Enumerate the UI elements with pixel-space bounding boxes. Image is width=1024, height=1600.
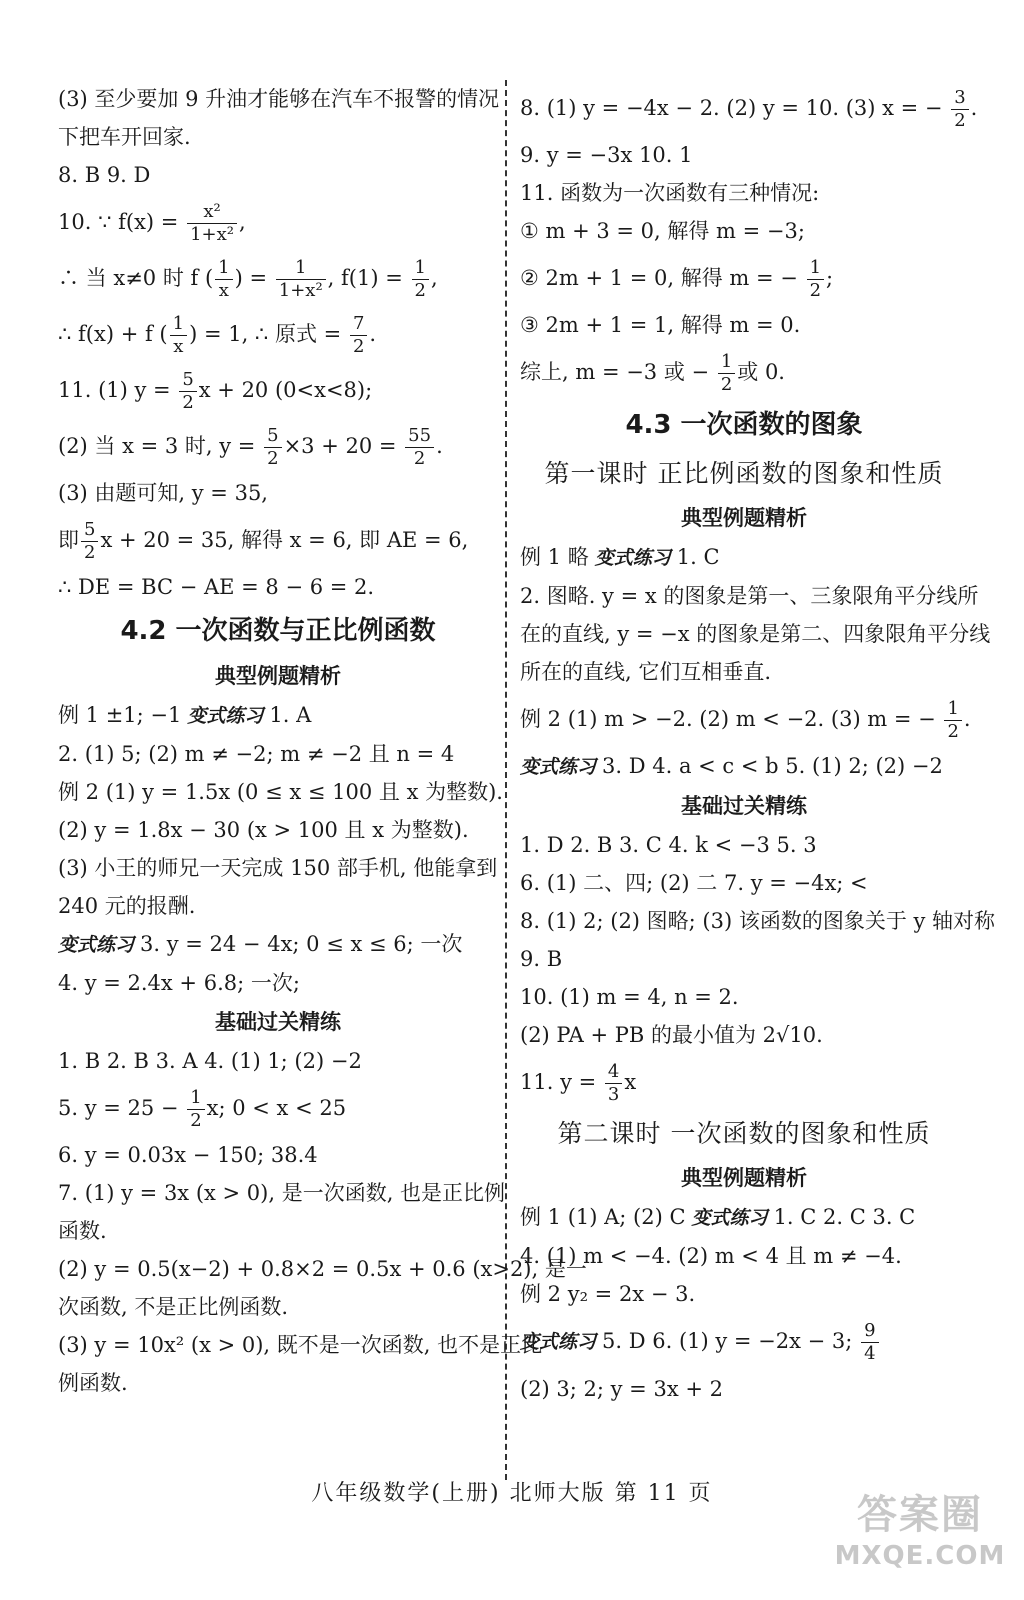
right-column bbox=[520, 80, 996, 1408]
answer-line: 例 2 (1) y = 1.5x (0 ≤ x ≤ 100 且 x 为整数). bbox=[58, 780, 503, 804]
section-heading-4-3: 4.3 一次函数的图象 bbox=[625, 410, 863, 440]
answer-line: 函数. bbox=[58, 1219, 107, 1243]
answer-line-11: 11. y = $\frac{4}{3}$ x bbox=[520, 1061, 637, 1105]
answer-line: 240 元的报酬. bbox=[58, 894, 196, 918]
answer-line: 10. (1) m = 4, n = 2. bbox=[520, 985, 739, 1009]
answer-line: 6. y = 0.03x − 150; 38.4 bbox=[58, 1143, 318, 1167]
answer-line: (2) y = 0.5(x−2) + 0.8×2 = 0.5x + 0.6 (x>2), 是一 bbox=[58, 1257, 587, 1281]
answer-line: 所在的直线, 它们互相垂直. bbox=[520, 660, 772, 684]
answer-line: 9. y = −3x 10. 1 bbox=[520, 143, 693, 167]
watermark-text: 答案圈 bbox=[857, 1492, 983, 1538]
subheading-typical: 典型例题精析 bbox=[681, 1166, 807, 1190]
watermark-logo bbox=[830, 1490, 1010, 1590]
answer-line: 7. (1) y = 3x (x > 0), 是一次函数, 也是正比例 bbox=[58, 1181, 506, 1205]
answer-line: 2. 图略. y = x 的图象是第一、三象限角平分线所 bbox=[520, 584, 979, 608]
variant-practice-label: 变式练习 bbox=[58, 934, 135, 956]
variant-practice-label: 变式练习 bbox=[691, 1207, 768, 1229]
answer-line: ① m + 3 = 0, 解得 m = −3; bbox=[520, 219, 805, 243]
answer-line: 1. B 2. B 3. A 4. (1) 1; (2) −2 bbox=[58, 1049, 362, 1073]
answer-line: 2. (1) 5; (2) m ≠ −2; m ≠ −2 且 n = 4 bbox=[58, 742, 455, 766]
conclusion: 综上, m = −3 或 − $\frac{1}{2}$ 或 0. bbox=[520, 351, 785, 395]
answer-line: 8. (1) 2; (2) 图略; (3) 该函数的图象关于 y 轴对称 bbox=[520, 909, 996, 933]
answer-line: 下把车开回家. bbox=[58, 125, 191, 149]
answer-line: (3) 小王的师兄一天完成 150 部手机, 他能拿到 bbox=[58, 856, 498, 880]
answer-line: 11. 函数为一次函数有三种情况: bbox=[520, 181, 820, 205]
q11-line-4: 即 $\frac{5}{2}$ x + 20 = 35, 解得 x = 6, 即 AE = 6, bbox=[58, 519, 469, 563]
variant-practice-label: 变式练习 bbox=[187, 705, 264, 727]
answer-line: 9. B bbox=[520, 947, 563, 971]
subheading-basic: 基础过关精练 bbox=[681, 794, 807, 818]
variant-practice-line: 变式练习 3. D 4. a < c < b 5. (1) 2; (2) −2 bbox=[520, 754, 943, 778]
answer-line: 1. D 2. B 3. C 4. k < −3 5. 3 bbox=[520, 833, 817, 857]
subheading-basic: 基础过关精练 bbox=[215, 1010, 341, 1034]
variant-practice-label: 变式练习 bbox=[594, 547, 671, 569]
example-1: 例 1 ±1; −1 变式练习 1. A bbox=[58, 703, 312, 727]
lesson-heading-2: 第二课时 一次函数的图象和性质 bbox=[557, 1119, 931, 1148]
example-1: 例 1 略 变式练习 1. C bbox=[520, 545, 720, 569]
q10-line-2: ∴ 当 x≠0 时 f ( $\frac{1}{x}$ ) = $\frac{1}{\text{1+x²}}$ , f(1) = $\frac{1}{2}$ , bbox=[58, 257, 438, 301]
variant-practice-label: 变式练习 bbox=[520, 756, 597, 778]
q11-line-2: (2) 当 x = 3 时, y = $\frac{5}{2}$ ×3 + 20 = $\frac{55}{2}$ . bbox=[58, 425, 443, 469]
answer-line: 8. B 9. D bbox=[58, 163, 151, 187]
variant-practice-line: 变式练习 5. D 6. (1) y = −2x − 3; $\frac{9}{4}$ bbox=[520, 1313, 968, 1370]
fraction: $\frac{\text{x²}}{\text{1+x²}}$ bbox=[187, 201, 237, 246]
answer-line: (2) 3; 2; y = 3x + 2 bbox=[520, 1377, 723, 1401]
variant-practice-label: 变式练习 bbox=[520, 1331, 597, 1353]
q11-line-5: ∴ DE = BC − AE = 8 − 6 = 2. bbox=[58, 575, 375, 599]
answer-line: 例函数. bbox=[58, 1371, 128, 1395]
subheading-typical: 典型例题精析 bbox=[681, 506, 807, 530]
page-footer: 八年级数学(上册) 北师大版 第 11 页 bbox=[311, 1481, 713, 1506]
q11-line-1: 11. (1) y = $\frac{5}{2}$ x + 20 (0<x<8); bbox=[58, 369, 373, 413]
answer-line: 次函数, 不是正比例函数. bbox=[58, 1295, 289, 1319]
answer-line: 4. y = 2.4x + 6.8; 一次; bbox=[58, 971, 300, 995]
answer-line: ③ 2m + 1 = 1, 解得 m = 0. bbox=[520, 313, 801, 337]
lesson-heading-1: 第一课时 正比例函数的图象和性质 bbox=[544, 459, 944, 488]
answer-line: 6. (1) 二、四; (2) 二 7. y = −4x; < bbox=[520, 871, 868, 895]
variant-practice-line: 变式练习 3. y = 24 − 4x; 0 ≤ x ≤ 6; 一次 bbox=[58, 932, 463, 956]
watermark-url: MXQE.COM bbox=[834, 1541, 1006, 1571]
answer-line-8: 8. (1) y = −4x − 2. (2) y = 10. (3) x = − $\frac{3}{2}$ . bbox=[520, 87, 978, 131]
q10-line-3: ∴ f(x) + f ( $\frac{1}{x}$ ) = 1, ∴ 原式 = $\frac{7}{2}$ . bbox=[58, 313, 377, 357]
case-2: ② 2m + 1 = 0, 解得 m = − $\frac{1}{2}$ ; bbox=[520, 257, 834, 301]
answer-line-5: 5. y = 25 − $\frac{1}{2}$ x; 0 < x < 25 bbox=[58, 1087, 347, 1131]
answer-line: (3) 至少要加 9 升油才能够在汽车不报警的情况 bbox=[58, 87, 500, 111]
example-1: 例 1 (1) A; (2) C 变式练习 1. C 2. C 3. C bbox=[520, 1205, 916, 1229]
subheading-typical: 典型例题精析 bbox=[215, 664, 341, 688]
answer-line: (2) y = 1.8x − 30 (x > 100 且 x 为整数). bbox=[58, 818, 469, 842]
answer-line: 4. (1) m < −4. (2) m < 4 且 m ≠ −4. bbox=[520, 1244, 902, 1268]
answer-line: 例 2 y₂ = 2x − 3. bbox=[520, 1282, 696, 1306]
example-2: 例 2 (1) m > −2. (2) m < −2. (3) m = − $\frac{1}{2}$ . bbox=[520, 698, 971, 742]
section-heading-4-2: 4.2 一次函数与正比例函数 bbox=[120, 616, 436, 646]
q10-line-1: 10. ∵ f(x) = $\frac{\text{x²}}{\text{1+x²}}$ , bbox=[58, 201, 246, 245]
answer-line: (2) PA + PB 的最小值为 2√10. bbox=[520, 1023, 823, 1047]
answer-line: 在的直线, y = −x 的图象是第二、四象限角平分线 bbox=[520, 622, 991, 646]
answer-line: (3) y = 10x² (x > 0), 既不是一次函数, 也不是正比 bbox=[58, 1333, 543, 1357]
q11-line-3: (3) 由题可知, y = 35, bbox=[58, 481, 268, 505]
